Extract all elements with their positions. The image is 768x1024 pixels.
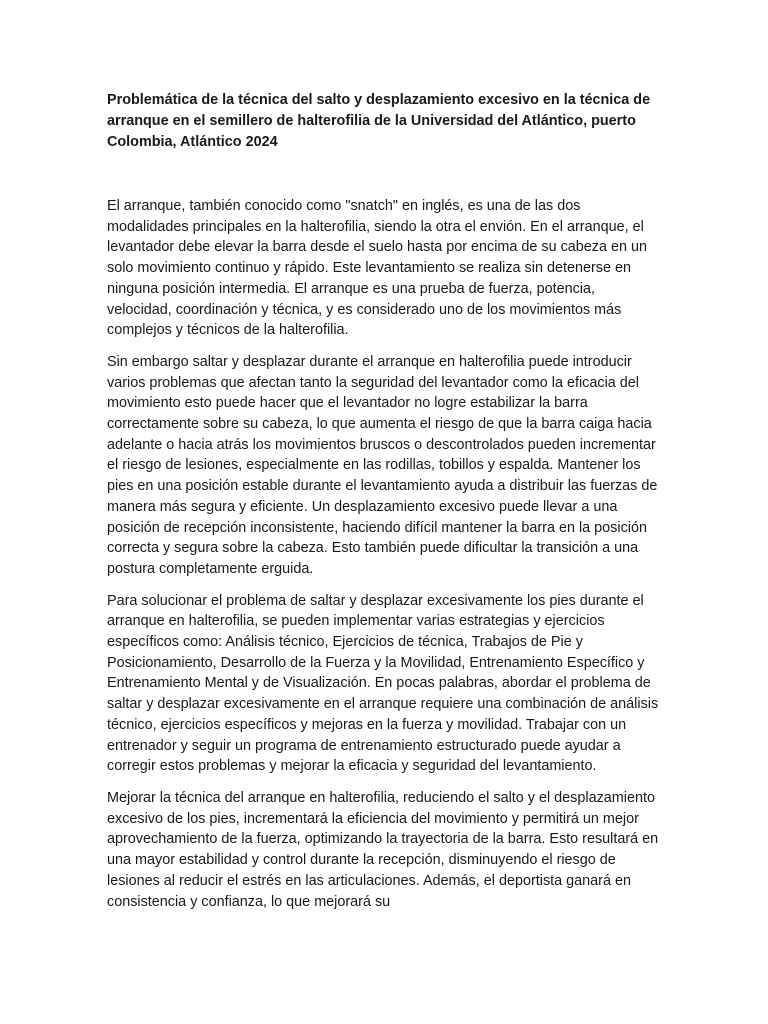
paragraph-4: Mejorar la técnica del arranque en halterofilia, reduciendo el salto y el desplazamiento excesivo de los pies, incrementará la eficiencia del movimiento y permitirá un mejor aprovechamiento de la fuerza, optimizando la trayectoria de la barra. Esto resultará en una mayor estabilidad y control durante la recepción, disminuyendo el riesgo de lesiones al reducir el estrés en las articulaciones. Además, el deportista ganará en consistencia y confianza, lo que mejorará su	[107, 789, 659, 910]
paragraph-2: Sin embargo saltar y desplazar durante el arranque en halterofilia puede introducir varios problemas que afectan tanto la seguridad del levantador como la eficacia del movimiento esto puede hacer que el levantador no logre estabilizar la barra correctamente sobre su cabeza, lo que aumenta el riesgo de que la barra caiga hacia adelante o hacia atrás los movimientos bruscos o descontrolados pueden incrementar el riesgo de lesiones, especialmente en las rodillas, tobillos y espalda. Mantener los pies en una posición estable durante el levantamiento ayuda a distribuir las fuerzas de manera más segura y eficiente. Un desplazamiento excesivo puede llevar a una posición de recepción inconsistente, haciendo difícil mantener la barra en la posición correcta y segura sobre la cabeza. Esto también puede dificultar la transición a una postura completamente erguida.	[107, 353, 658, 577]
document-title: Problemática de la técnica del salto y desplazamiento excesivo en la técnica de arranque en el semillero de halterofilia de la Universidad del Atlántico, puerto Colombia, Atlántico 2024	[107, 92, 651, 150]
document-body	[107, 90, 662, 923]
paragraph-1: El arranque, también conocido como "snatch" en inglés, es una de las dos modalidades principales en la halterofilia, siendo la otra el envión. En el arranque, el levantador debe elevar la barra desde el suelo hasta por encima de su cabeza en un solo movimiento continuo y rápido. Este levantamiento se realiza sin detenerse en ninguna posición intermedia. El arranque es una prueba de fuerza, potencia, velocidad, coordinación y técnica, y es considerado uno de los movimientos más complejos y técnicos de la halterofilia.	[107, 198, 648, 339]
paragraph-3: Para solucionar el problema de saltar y desplazar excesivamente los pies durante el arranque en halterofilia, se pueden implementar varias estrategias y ejercicios específicos como: Análisis técnico, Ejercicios de técnica, Trabajos de Pie y Posicionamiento, Desarrollo de la Fuerza y la Movilidad, Entrenamiento Específico y Entrenamiento Mental y de Visualización. En pocas palabras, abordar el problema de saltar y desplazar excesivamente en el arranque requiere una combinación de análisis técnico, ejercicios específicos y mejoras en la fuerza y movilidad. Trabajar con un entrenador y seguir un programa de entrenamiento estructurado puede ayudar a corregir estos problemas y mejorar la eficacia y seguridad del levantamiento.	[107, 592, 659, 775]
